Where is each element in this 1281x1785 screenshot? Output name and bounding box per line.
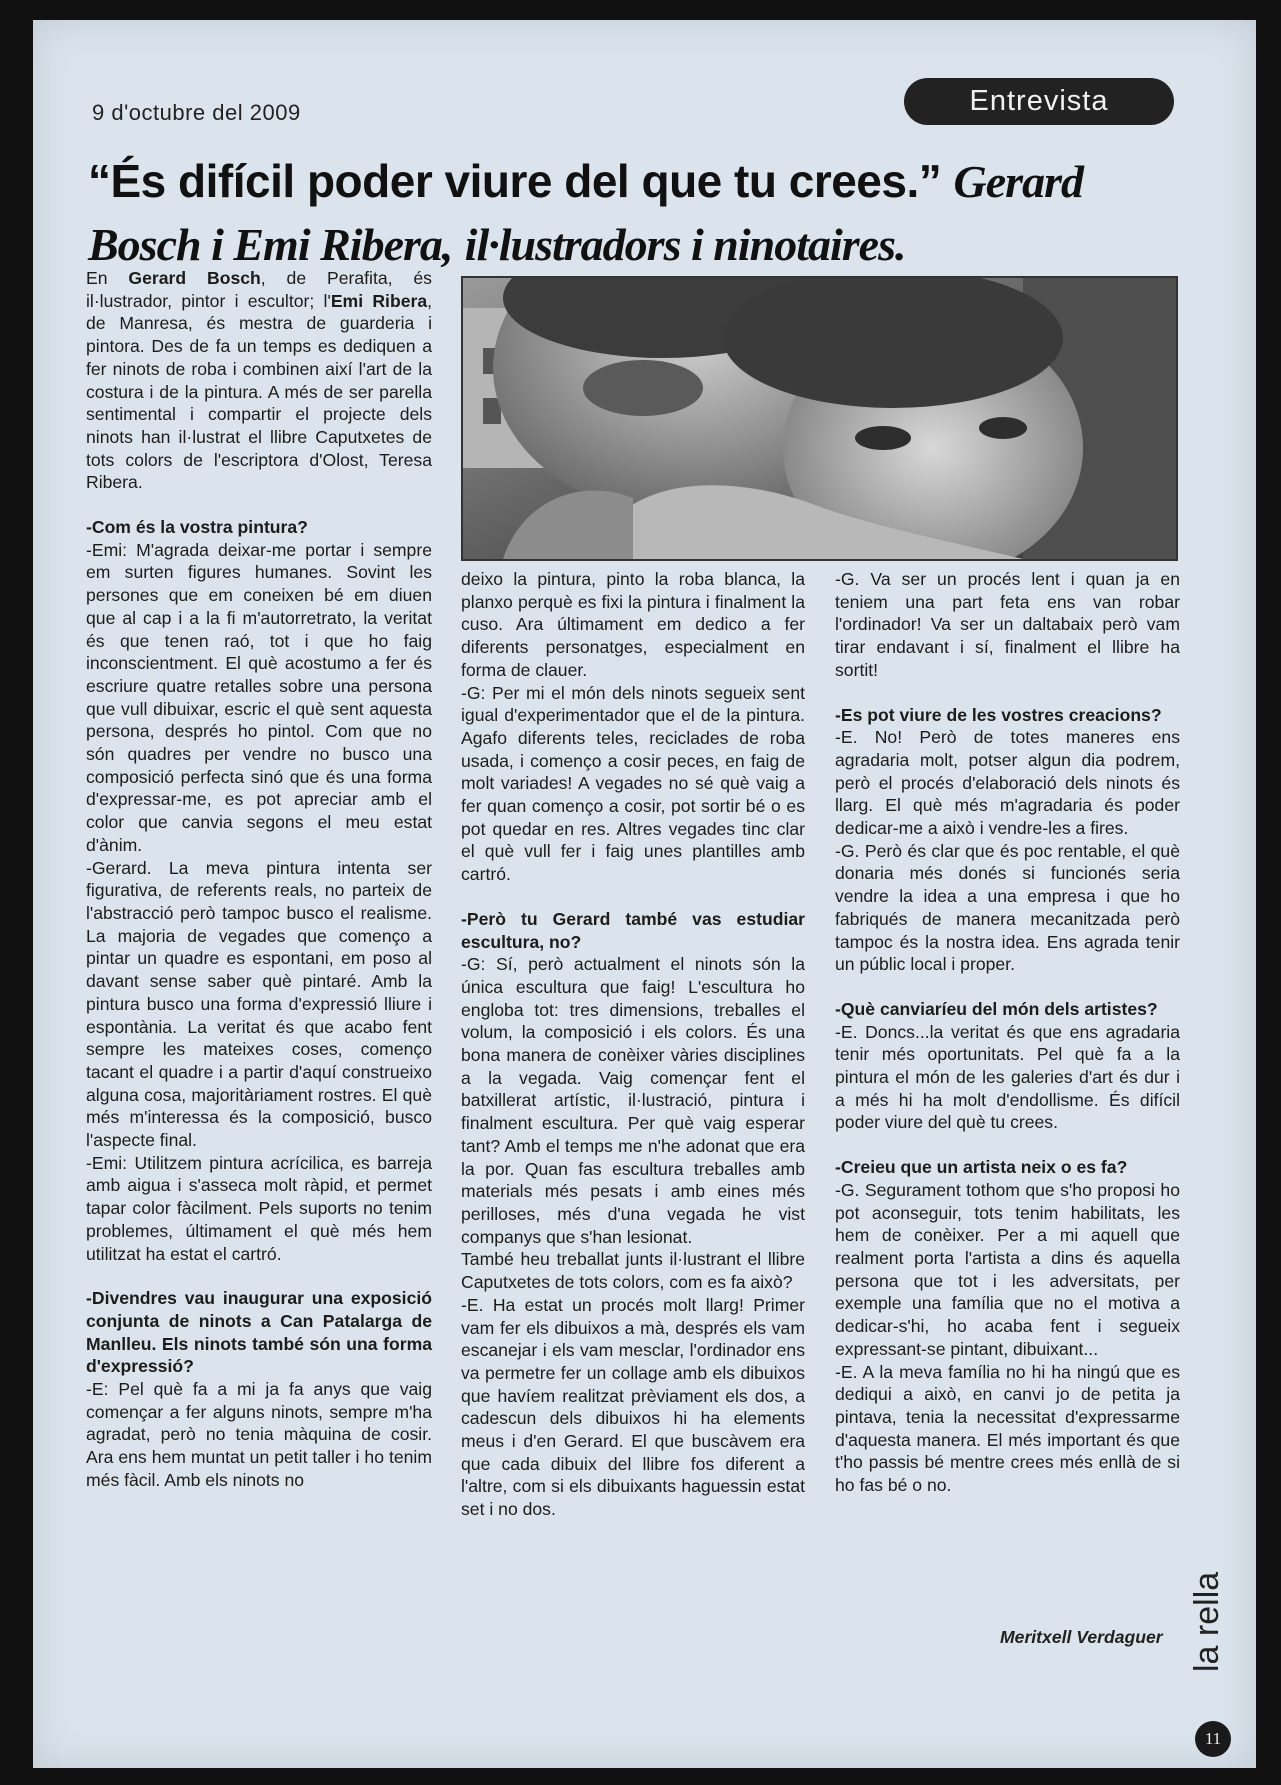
photo-illustration [463, 278, 1176, 559]
answer-paragraph: -E. No! Però de totes maneres ens agradaria molt, potser algun dia podrem, però el procés d'elaboració dels ninots és llarg. El què més m'agradaria és poder dedicar-me a això i vendre-les a fires. [835, 727, 1180, 839]
article-photo [461, 276, 1178, 561]
answer-paragraph: -E. A la meva família no hi ha ningú que es dediqui a això, en canvi jo de petita ja pintava, tenia la necessitat d'expressarme d'aquesta manera. El més important és que t'ho passis bé mentre crees més enllà de si ho fas bé o no. [835, 1361, 1180, 1496]
emi-name: Emi Ribera [330, 290, 428, 311]
article-column-3 [835, 568, 1180, 1497]
article-column-2 [461, 568, 805, 1521]
answer-paragraph: -Emi: M'agrada deixar-me portar i sempre em surten figures humanes. Sovint les persones que em coneixen bé em diuen que al cap i a la fi m'autorretrato, la veritat és que tenen raó, tot i que ho faig inconscientment. El què acostumo a fer és escriure quatre retalles sobre una persona que vull dibuixar, escric el què sent aquesta persona, després ho pintol. Com que no són quadres per vendre no busco una composició perfecta sinó que és una forma d'expressar-me, es pot apreciar amb el color que canvia segons el meu estat d'ànim. [86, 539, 432, 855]
answer-paragraph: -G. Segurament tothom que s'ho proposi ho pot aconseguir, tots tenim habilitats, les hem de conèixer. Per a mi aquell que realment porta l'artista a dins és aquella persona que tot i les adversitats, per exemple una família que no el motiva a dedicar-s'hi, ho acaba fent i segueix expressant-se pintant, dibuixant... [835, 1179, 1180, 1359]
publication-logo: la rella [1188, 1571, 1226, 1672]
issue-date: 9 d'octubre del 2009 [92, 100, 301, 125]
gerard-name: Gerard Bosch [128, 268, 261, 288]
answer-paragraph: -E. Doncs...la veritat és que ens agradaria tenir més oportunitats. Pel què fa a la pintura el món de les galeries d'art és dur i a més hi ha molt d'endollisme. És difícil poder viure del què tu crees. [835, 1021, 1180, 1133]
answer-paragraph: -G. Va ser un procés lent i quan ja en teniem una part feta ens van robar l'ordinador! Va ser un daltabaix però vam tirar endavant i sí, finalment el llibre ha sortit! [835, 569, 1180, 680]
answer-paragraph: -Gerard. La meva pintura intenta ser figurativa, de referents reals, no parteix de l'abstracció però tampoc busco el realisme. La majoria de vegades que començo a pintar un quadre es espontani, em poso al davant sense saber què pintaré. Amb la pintura busco una forma d'expressió lliure i espontània. La veritat és que acabo fent sempre les mateixes coses, començo tacant el quadre i a partir d'aquí construeixo alguna cosa, majoritàriament rostres. El què més m'interessa és la composició, busco l'aspecte final. [86, 857, 432, 1151]
answer-paragraph: deixo la pintura, pinto la roba blanca, la planxo perquè es fixi la pintura i finalment la cuso. Ara últimament em dedico a fer diferents personatges, especialment en forma de clauer. [461, 569, 805, 680]
answer-paragraph: -Emi: Utilitzem pintura acrícilica, es barreja amb aigua i s'asseca molt ràpid, et permet tapar color fàcilment. Pels suports no tenim problemes, últimament el què més hem utilitzat ha estat el cartró. [86, 1152, 432, 1264]
headline-names: Gerard Bosch i Emi Ribera, [88, 156, 1083, 270]
answer-paragraph: -G: Sí, però actualment el ninots són la única escultura que faig! L'escultura ho engloba tot: tres dimensions, treballes el volum, la composició i els colors. És una bona manera de conèixer vàries disciplines a la vegada. Vaig començar fent el batxillerat artístic, il·lustració, pintura i finalment escultura. Per què vaig esperar tant? Amb el temps me n'he adonat que era la por. Quan fas escultura treballes amb materials més pesats i amb eines més perilloses, més d'una vegada he vist companys que s'han lesionat. [461, 954, 805, 1247]
author-byline: Meritxell Verdaguer [1000, 1627, 1163, 1647]
headline-tail: il·lustradors i ninotaires. [464, 219, 906, 270]
answer-paragraph: -E. Ha estat un procés molt llarg! Primer vam fer els dibuixos a mà, després els vam escanejar i els vam mesclar, l'ordinador ens va permetre fer un collage amb els dibuixos que havíem realitzat prèviament els dos, a cadescun dels dibuixos hi ha elements meus i d'en Gerard. El que buscàvem era que cada dibuix del llibre fos diferent a l'altre, com si els dibuixants haguessin estat set i no dos. [461, 1294, 805, 1520]
intro-paragraph: En Gerard Bosch, de Perafita, és il·lustrador, pintor i escultor; l'Emi Ribera, de Manresa, és mestra de guarderia i pintora. Des de fa un temps es dediquen a fer ninots de roba i combinen així l'art de la costura i de la pintura. A més de ser parella sentimental i compartir el projecte dels ninots han il·lustrat el llibre Caputxetes de tots colors de l'escriptora d'Olost, Teresa Ribera. [86, 268, 432, 493]
article-headline [88, 150, 1188, 276]
question: -Com és la vostra pintura? [86, 517, 308, 538]
question: -Es pot viure de les vostres creacions? [835, 704, 1162, 725]
answer-paragraph: -G. Però és clar que és poc rentable, el què donaria més donés si funcionés seria vendre la idea a una empresa i que ho fabriqués de manera mecanitzada però tampoc és la nostra idea. Ens agrada tenir un públic local i proper. [835, 840, 1180, 975]
question: -Què canviaríeu del món dels artistes? [835, 998, 1158, 1019]
question: -Però tu Gerard també vas estudiar escultura, no? [461, 908, 805, 952]
answer-paragraph: -G: Per mi el món dels ninots segueix sent igual d'experimentador que el de la pintura. Agafo diferents teles, reciclades de roba usada, i començo a cosir peces, en faig de molt variades! A vegades no sé què vaig a fer quan començo a cosir, pot sortir bé o es pot quedar en res. Altres vegades tinc clar el què vull fer i faig unes plantilles amb cartró. [461, 682, 805, 885]
question: -Divendres vau inaugurar una exposició conjunta de ninots a Can Patalarga de Manlleu. Els ninots també són una forma d'expressió? [86, 1288, 432, 1377]
page-number: 11 [1195, 1721, 1231, 1757]
answer-paragraph: -E: Pel què fa a mi ja fa anys que vaig començar a fer alguns ninots, sempre m'ha agradat, però no tenia màquina de cosir. Ara ens hem muntat un petit taller i ho tenim més fàcil. Amb els ninots no [86, 1379, 432, 1490]
answer-paragraph: També heu treballat junts il·lustrant el llibre Caputxetes de tots colors, com es fa això? [461, 1249, 805, 1293]
article-column-1 [86, 267, 432, 1492]
question: -Creieu que un artista neix o es fa? [835, 1157, 1128, 1178]
section-label: Entrevista [904, 78, 1174, 125]
headline-quote: “És difícil poder viure del que tu crees.” [88, 155, 942, 207]
